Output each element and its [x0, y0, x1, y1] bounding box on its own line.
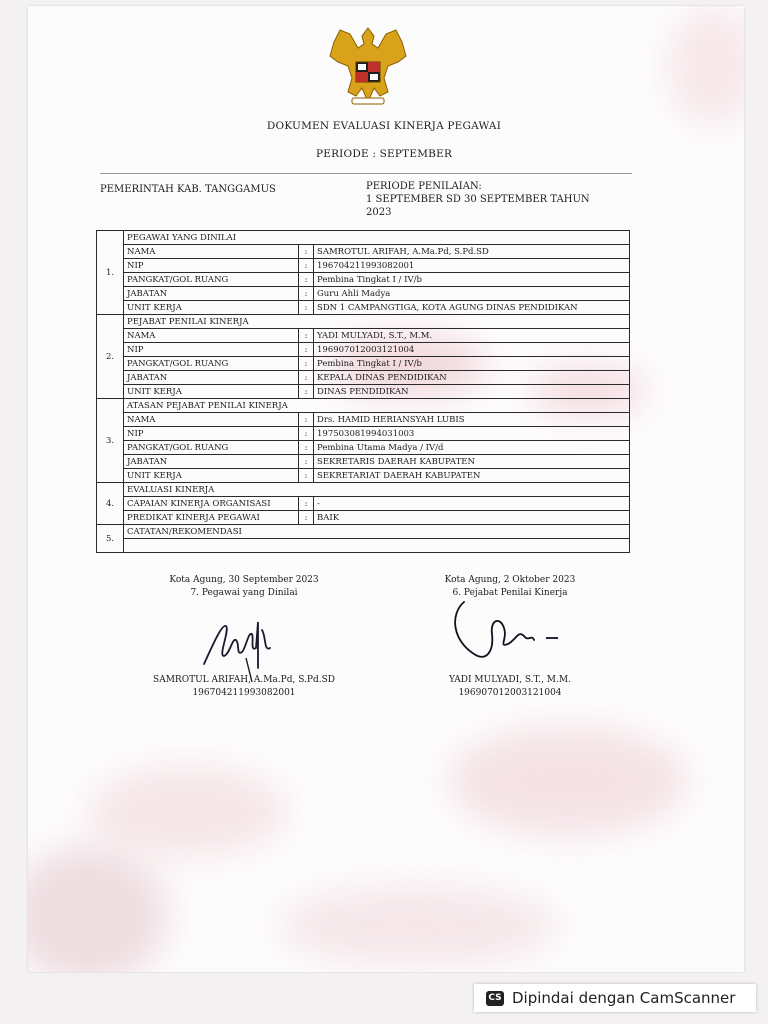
- table-row: [97, 497, 630, 511]
- notes-cell: [124, 539, 630, 553]
- stain: [28, 846, 168, 972]
- handwritten-signature-left: [196, 612, 280, 682]
- table-row: [97, 259, 630, 273]
- evaluation-table: [96, 230, 630, 553]
- table-row: [97, 329, 630, 343]
- separator: :: [299, 273, 314, 287]
- field-value: Pembina Tingkat I / IV/b: [314, 357, 630, 371]
- place-date: Kota Agung, 2 Oktober 2023: [444, 575, 576, 585]
- table-row: [97, 511, 630, 525]
- separator: :: [299, 455, 314, 469]
- field-label: UNIT KERJA: [124, 301, 299, 315]
- camscanner-watermark: [474, 984, 756, 1012]
- field-value: DINAS PENDIDIKAN: [314, 385, 630, 399]
- field-label: JABATAN: [124, 455, 299, 469]
- field-label: JABATAN: [124, 287, 299, 301]
- table-row: [97, 413, 630, 427]
- field-value: SDN 1 CAMPANGTIGA, KOTA AGUNG DINAS PENDIDIKAN: [314, 301, 630, 315]
- document-period: PERIODE : SEPTEMBER: [315, 148, 453, 160]
- stain: [448, 726, 688, 836]
- field-label: NAMA: [124, 329, 299, 343]
- separator: :: [299, 259, 314, 273]
- table-row: [97, 357, 630, 371]
- signer-info-left: [120, 674, 368, 700]
- field-label: NIP: [124, 343, 299, 357]
- table-row: [97, 441, 630, 455]
- separator: :: [299, 343, 314, 357]
- table-row: [97, 287, 630, 301]
- section-title: PEGAWAI YANG DINILAI: [124, 231, 630, 245]
- field-value: KEPALA DINAS PENDIDIKAN: [314, 371, 630, 385]
- separator: :: [299, 371, 314, 385]
- separator: :: [299, 469, 314, 483]
- section-header-row: [97, 483, 630, 497]
- table-row: [97, 245, 630, 259]
- watermark-text: Dipindai dengan CamScanner: [512, 989, 736, 1007]
- field-value: 196907012003121004: [314, 343, 630, 357]
- periode-penilaian-year: 2023: [366, 207, 392, 218]
- field-value: Pembina Utama Madya / IV/d: [314, 441, 630, 455]
- field-label: PREDIKAT KINERJA PEGAWAI: [124, 511, 299, 525]
- table-row: [97, 455, 630, 469]
- signer-nip: 196907012003121004: [458, 688, 562, 698]
- table-row: [97, 469, 630, 483]
- field-value: 196704211993082001: [314, 259, 630, 273]
- section-title: EVALUASI KINERJA: [124, 483, 630, 497]
- field-label: PANGKAT/GOL RUANG: [124, 441, 299, 455]
- table-row: [97, 371, 630, 385]
- separator: :: [299, 427, 314, 441]
- pemerintah-label: PEMERINTAH KAB. TANGGAMUS: [100, 184, 276, 195]
- separator: :: [299, 511, 314, 525]
- table-row: [97, 343, 630, 357]
- separator: :: [299, 497, 314, 511]
- table-row: [97, 273, 630, 287]
- signer-info-right: [400, 674, 620, 700]
- garuda-emblem-icon: [326, 22, 410, 108]
- signer-role: 6. Pejabat Penilai Kinerja: [452, 588, 568, 598]
- section-title: CATATAN/REKOMENDASI: [124, 525, 630, 539]
- signer-name: SAMROTUL ARIFAH, A.Ma.Pd, S.Pd.SD: [153, 675, 335, 685]
- table-row: [97, 301, 630, 315]
- stain: [88, 766, 288, 856]
- field-value: SEKRETARIAT DAERAH KABUPATEN: [314, 469, 630, 483]
- section-title: ATASAN PEJABAT PENILAI KINERJA: [124, 399, 630, 413]
- section-number: 3.: [97, 399, 124, 483]
- section-number: 2.: [97, 315, 124, 399]
- place-date: Kota Agung, 30 September 2023: [169, 575, 319, 585]
- periode-penilaian-value: 1 SEPTEMBER SD 30 SEPTEMBER TAHUN: [366, 194, 590, 205]
- notes-row: [97, 539, 630, 553]
- field-label: NAMA: [124, 413, 299, 427]
- stain: [668, 6, 744, 126]
- table-row: [97, 385, 630, 399]
- field-label: NIP: [124, 427, 299, 441]
- field-value: SEKRETARIS DAERAH KABUPATEN: [314, 455, 630, 469]
- table-row: [97, 427, 630, 441]
- field-value: Guru Ahli Madya: [314, 287, 630, 301]
- divider: [100, 173, 632, 174]
- separator: :: [299, 357, 314, 371]
- section-title: PEJABAT PENILAI KINERJA: [124, 315, 630, 329]
- section-header-row: [97, 315, 630, 329]
- signature-block-left: [130, 574, 358, 600]
- field-label: NAMA: [124, 245, 299, 259]
- field-value: 197503081994031003: [314, 427, 630, 441]
- signer-name: YADI MULYADI, S.T., M.M.: [449, 675, 571, 685]
- separator: :: [299, 441, 314, 455]
- field-label: JABATAN: [124, 371, 299, 385]
- field-value: SAMROTUL ARIFAH, A.Ma.Pd, S.Pd.SD: [314, 245, 630, 259]
- field-label: UNIT KERJA: [124, 469, 299, 483]
- section-header-row: [97, 525, 630, 539]
- separator: :: [299, 329, 314, 343]
- signer-role: 7. Pegawai yang Dinilai: [190, 588, 298, 598]
- camscanner-logo-icon: CS: [486, 991, 504, 1006]
- field-value: -: [314, 497, 630, 511]
- field-label: UNIT KERJA: [124, 385, 299, 399]
- signer-nip: 196704211993082001: [192, 688, 296, 698]
- field-value: YADI MULYADI, S.T., M.M.: [314, 329, 630, 343]
- separator: :: [299, 245, 314, 259]
- section-header-row: [97, 399, 630, 413]
- section-header-row: [97, 231, 630, 245]
- field-value: Pembina Tingkat I / IV/b: [314, 273, 630, 287]
- field-label: CAPAIAN KINERJA ORGANISASI: [124, 497, 299, 511]
- field-label: PANGKAT/GOL RUANG: [124, 357, 299, 371]
- section-number: 4.: [97, 483, 124, 525]
- separator: :: [299, 287, 314, 301]
- section-number: 5.: [97, 525, 124, 553]
- separator: :: [299, 301, 314, 315]
- separator: :: [299, 385, 314, 399]
- field-value: Drs. HAMID HERIANSYAH LUBIS: [314, 413, 630, 427]
- handwritten-signature-right: [446, 594, 566, 666]
- field-label: NIP: [124, 259, 299, 273]
- separator: :: [299, 413, 314, 427]
- document-title: DOKUMEN EVALUASI KINERJA PEGAWAI: [266, 120, 502, 132]
- field-label: PANGKAT/GOL RUANG: [124, 273, 299, 287]
- periode-penilaian-label: PERIODE PENILAIAN:: [366, 181, 482, 192]
- stain: [278, 886, 558, 966]
- section-number: 1.: [97, 231, 124, 315]
- field-value: BAIK: [314, 511, 630, 525]
